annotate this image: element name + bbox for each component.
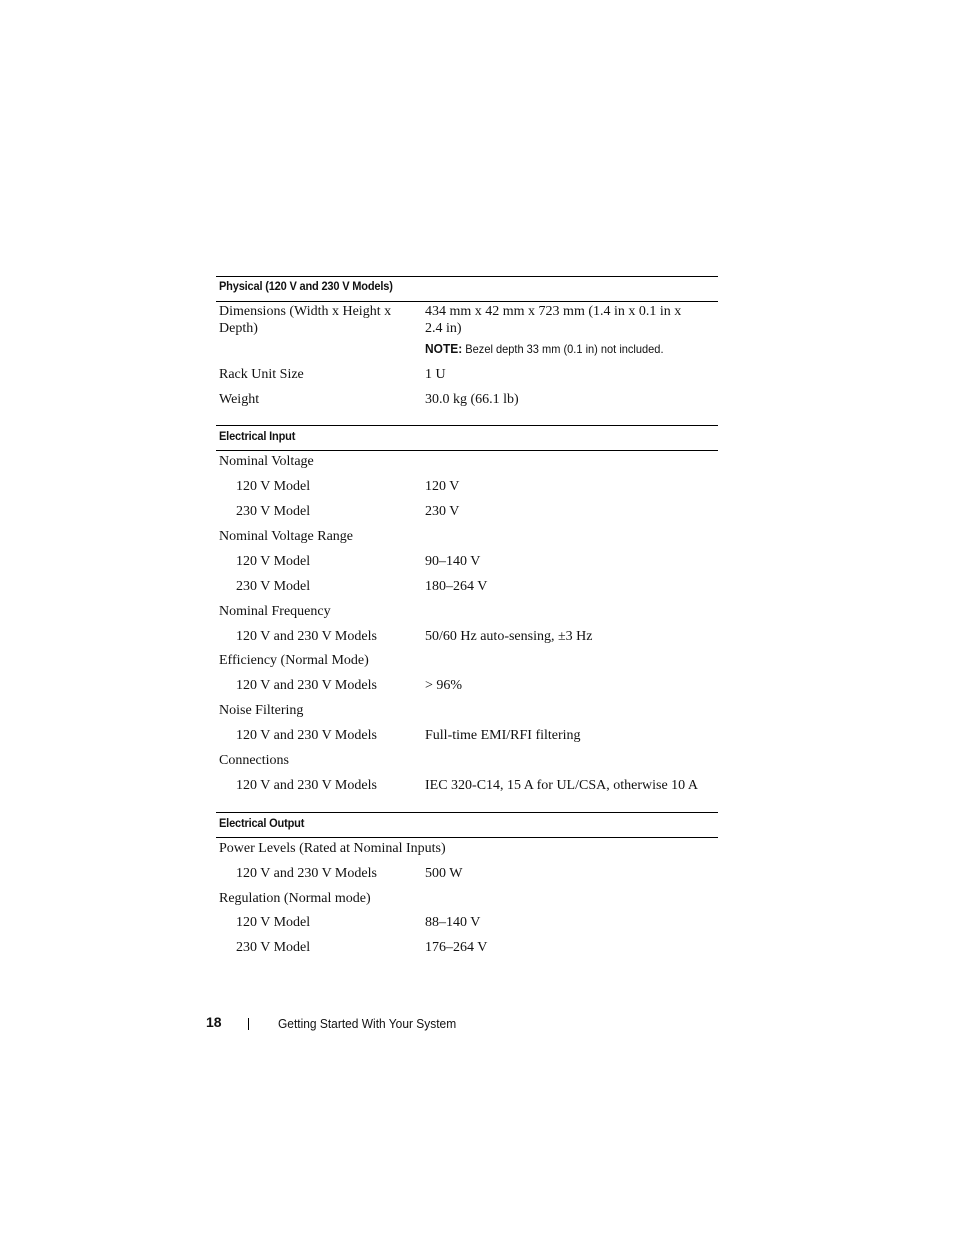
- reg-120-label: 120 V Model: [236, 915, 311, 930]
- rack-unit-label: Rack Unit Size: [219, 367, 304, 382]
- footer-title: Getting Started With Your System: [278, 1016, 457, 1031]
- input-heading-rule: [216, 450, 718, 451]
- dimensions-label-line1: Dimensions (Width x Height x: [219, 304, 392, 319]
- input-top-rule: [216, 425, 718, 426]
- nvr-230-label: 230 V Model: [236, 579, 311, 594]
- nominal-frequency-label: Nominal Frequency: [219, 604, 331, 619]
- reg-120-value: 88–140 V: [425, 915, 481, 930]
- nvr-120-value: 90–140 V: [425, 554, 481, 569]
- physical-top-rule: [216, 276, 718, 277]
- nv-120-value: 120 V: [425, 479, 460, 494]
- pl-models-label: 120 V and 230 V Models: [236, 866, 377, 881]
- conn-value: IEC 320-C14, 15 A for UL/CSA, otherwise 10 A: [425, 778, 698, 793]
- output-top-rule: [216, 812, 718, 813]
- rack-unit-value: 1 U: [425, 367, 446, 382]
- output-heading-rule: [216, 837, 718, 838]
- weight-value: 30.0 kg (66.1 lb): [425, 392, 519, 407]
- input-heading: Electrical Input: [219, 429, 296, 443]
- connections-label: Connections: [219, 753, 289, 768]
- physical-heading: Physical (120 V and 230 V Models): [219, 279, 393, 293]
- conn-models-label: 120 V and 230 V Models: [236, 778, 377, 793]
- output-heading: Electrical Output: [219, 816, 305, 830]
- power-levels-label: Power Levels (Rated at Nominal Inputs): [219, 841, 446, 856]
- bezel-note: [425, 341, 664, 356]
- reg-230-value: 176–264 V: [425, 940, 488, 955]
- nv-230-value: 230 V: [425, 504, 460, 519]
- noise-value: Full-time EMI/RFI filtering: [425, 728, 581, 743]
- nvr-230-value: 180–264 V: [425, 579, 488, 594]
- pl-value: 500 W: [425, 866, 463, 881]
- dimensions-value-line1: 434 mm x 42 mm x 723 mm (1.4 in x 0.1 in x: [425, 304, 682, 319]
- nv-230-label: 230 V Model: [236, 504, 311, 519]
- nvr-120-label: 120 V Model: [236, 554, 311, 569]
- nominal-voltage-range-label: Nominal Voltage Range: [219, 529, 354, 544]
- page-number: 18: [206, 1014, 222, 1030]
- nv-120-label: 120 V Model: [236, 479, 311, 494]
- efficiency-label: Efficiency (Normal Mode): [219, 653, 369, 668]
- dimensions-label-line2: Depth): [219, 321, 258, 336]
- regulation-label: Regulation (Normal mode): [219, 891, 371, 906]
- nominal-voltage-label: Nominal Voltage: [219, 454, 314, 469]
- note-tag: NOTE:: [425, 341, 463, 356]
- dimensions-value-line2: 2.4 in): [425, 321, 462, 336]
- eff-models-label: 120 V and 230 V Models: [236, 678, 377, 693]
- eff-value: > 96%: [425, 678, 463, 693]
- reg-230-label: 230 V Model: [236, 940, 311, 955]
- nf-value: 50/60 Hz auto-sensing, ±3 Hz: [425, 629, 593, 644]
- note-text: Bezel depth 33 mm (0.1 in) not included.: [465, 342, 664, 356]
- noise-models-label: 120 V and 230 V Models: [236, 728, 377, 743]
- noise-filtering-label: Noise Filtering: [219, 703, 304, 718]
- physical-heading-rule: [216, 301, 718, 302]
- nf-models-label: 120 V and 230 V Models: [236, 629, 377, 644]
- weight-label: Weight: [219, 392, 260, 407]
- footer-separator: [248, 1018, 249, 1030]
